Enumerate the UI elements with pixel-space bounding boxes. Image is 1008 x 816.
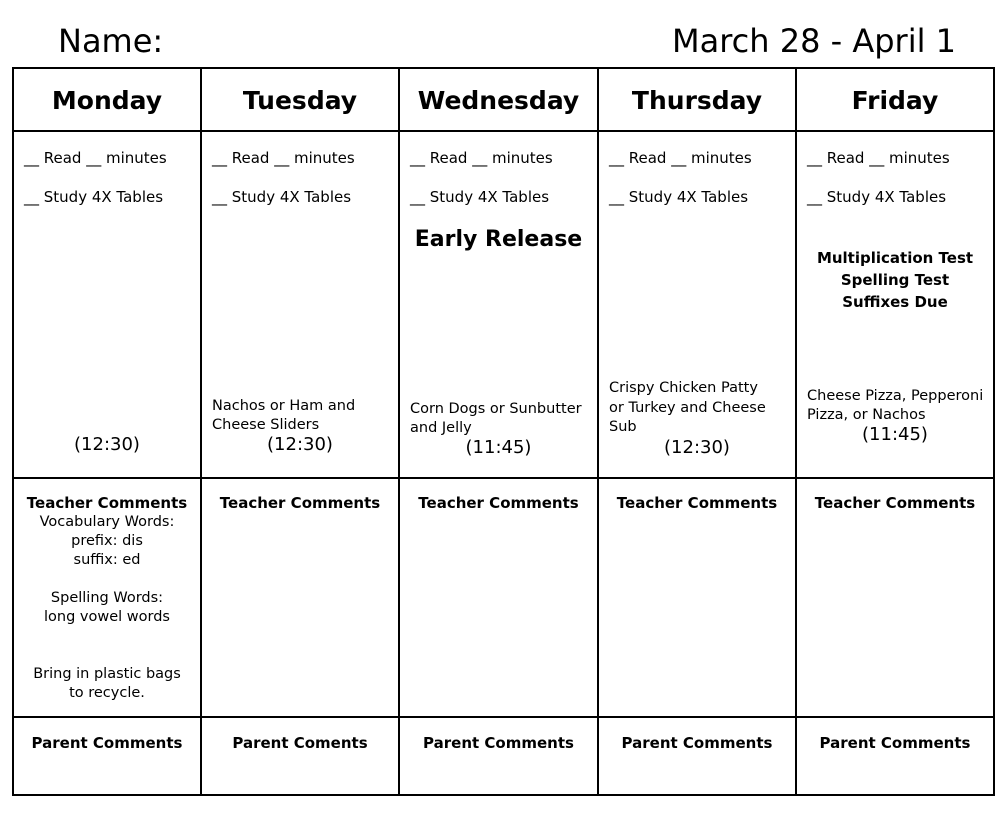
reminder-line-1: Bring in plastic bags (33, 666, 181, 682)
vocabulary-suffix: suffix: ed (73, 552, 141, 568)
lunch-menu-line-2: or Turkey and Cheese (609, 400, 766, 416)
day-heading: Wednesday (417, 85, 580, 115)
parent-comments-heading: Parent Comments (31, 734, 183, 752)
parent-comments-heading: Parent Comments (819, 734, 971, 752)
lunch-menu-line-1: Nachos or Ham and (212, 398, 356, 414)
read-task: __ Read __ minutes (212, 149, 355, 167)
teacher-comments-heading: Teacher Comments (26, 494, 188, 512)
reminder-line-2: to recycle. (69, 685, 145, 701)
lunch-menu-line-1: Corn Dogs or Sunbutter (410, 401, 582, 417)
teacher-comments-heading: Teacher Comments (616, 494, 778, 512)
spelling-words: long vowel words (44, 609, 170, 625)
day-heading: Tuesday (242, 85, 358, 115)
study-task: __ Study 4X Tables (609, 188, 749, 206)
parent-comments-heading: Parent Comments (621, 734, 773, 752)
name-label: Name: (58, 22, 164, 60)
day-heading: Monday (51, 85, 163, 115)
spelling-test: Spelling Test (840, 271, 950, 289)
test-list (797, 247, 993, 313)
teacher-comments-heading: Teacher Comments (219, 494, 381, 512)
read-task: __ Read __ minutes (807, 149, 950, 167)
teacher-comments-heading: Teacher Comments (814, 494, 976, 512)
study-task: __ Study 4X Tables (807, 188, 947, 206)
day-heading: Thursday (631, 85, 763, 115)
day-column-monday (14, 69, 202, 794)
early-release-notice: Early Release (414, 227, 583, 252)
lunch-time: (12:30) (267, 434, 333, 455)
day-heading: Friday (851, 85, 939, 115)
read-task: __ Read __ minutes (609, 149, 752, 167)
lunch-menu-line-2: and Jelly (410, 420, 472, 436)
date-range: March 28 - April 1 (672, 22, 956, 60)
read-task: __ Read __ minutes (410, 149, 553, 167)
read-task: __ Read __ minutes (24, 149, 167, 167)
day-column-thursday (599, 69, 797, 794)
vocabulary-title: Vocabulary Words: (39, 514, 175, 530)
lunch-menu-line-3: Sub (609, 419, 637, 435)
day-column-wednesday (400, 69, 599, 794)
lunch-menu-line-1: Cheese Pizza, Pepperoni (807, 388, 984, 404)
day-column-friday (797, 69, 993, 794)
lunch-menu-line-2: Pizza, or Nachos (807, 407, 926, 423)
spelling-title: Spelling Words: (50, 590, 164, 606)
parent-comments-heading: Parent Coments (232, 734, 368, 752)
lunch-menu-line-1: Crispy Chicken Patty (609, 380, 758, 396)
day-column-tuesday (202, 69, 400, 794)
weekly-planner-grid (12, 67, 995, 796)
study-task: __ Study 4X Tables (212, 188, 352, 206)
parent-comments-heading: Parent Comments (423, 734, 574, 752)
suffixes-due: Suffixes Due (842, 293, 948, 311)
lunch-time: (11:45) (465, 437, 532, 458)
teacher-comments-heading: Teacher Comments (418, 494, 579, 512)
study-task: __ Study 4X Tables (24, 188, 164, 206)
lunch-time: (12:30) (74, 434, 140, 455)
study-task: __ Study 4X Tables (410, 188, 550, 206)
vocabulary-prefix: prefix: dis (71, 533, 143, 549)
lunch-time: (12:30) (664, 437, 730, 458)
lunch-time: (11:45) (862, 424, 928, 445)
multiplication-test: Multiplication Test (816, 249, 974, 267)
lunch-menu-line-2: Cheese Sliders (212, 417, 320, 433)
